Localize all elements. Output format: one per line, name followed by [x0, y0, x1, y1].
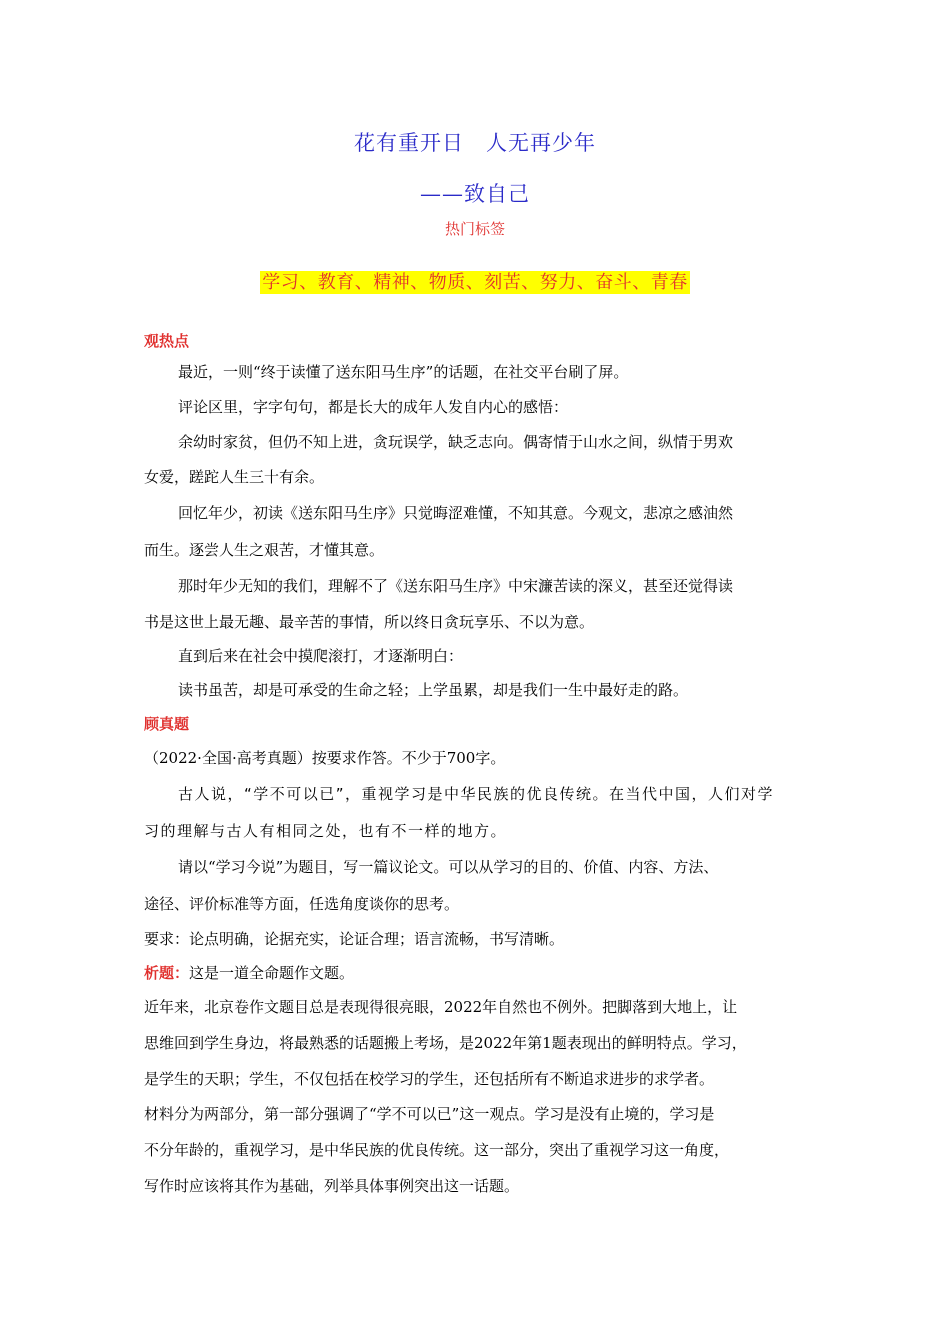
- paragraph-line: 最近，一则“终于读懂了送东阳马生序”的话题，在社交平台刷了屏。: [178, 363, 629, 381]
- document-subtitle: ——致自己: [420, 182, 530, 206]
- paragraph-line: 书是这世上最无趣、最辛苦的事情，所以终日贪玩享乐、不以为意。: [144, 613, 595, 631]
- exam-source: （2022·全国·高考真题）按要求作答。不少于700字。: [144, 749, 506, 767]
- paragraph-line: 余幼时家贫，但仍不知上进，贪玩误学，缺乏志向。偶寄情于山水之间，纵情于男欢: [178, 433, 734, 451]
- analysis-line: 写作时应该将其作为基础，列举具体事例突出这一话题。: [144, 1177, 520, 1195]
- tags-highlight: 学习、教育、精神、物质、刻苦、努力、奋斗、青春: [262, 272, 688, 293]
- analysis-line: 不分年龄的，重视学习，是中华民族的优良传统。这一部分，突出了重视学习这一角度，: [144, 1141, 730, 1159]
- exam-prompt-line: 途径、评价标准等方面，任选角度谈你的思考。: [144, 895, 460, 913]
- analysis-intro: 这是一道全命题作文题。: [189, 964, 355, 982]
- analysis-line: 是学生的天职；学生，不仅包括在校学习的学生，还包括所有不断追求进步的求学者。: [144, 1070, 715, 1088]
- exam-requirement: 要求：论点明确，论据充实，论证合理；语言流畅，书写清晰。: [144, 930, 565, 948]
- paragraph-line: 那时年少无知的我们，理解不了《送东阳马生序》中宋濂苦读的深义，甚至还觉得读: [178, 577, 734, 595]
- tags-row: [0, 268, 950, 294]
- tag-label: 热门标签: [444, 220, 505, 238]
- section-heading-viewpoint: 观热点: [144, 332, 190, 350]
- paragraph-line: 评论区里，字字句句，都是长大的成年人发自内心的感悟：: [178, 398, 569, 416]
- analysis-line: 近年来，北京卷作文题目总是表现得很亮眼，2022年自然也不例外。把脚落到大地上，让: [144, 998, 738, 1016]
- analysis-label: 析题：: [144, 964, 190, 982]
- paragraph-line: 读书虽苦，却是可承受的生命之轻；上学虽累，却是我们一生中最好走的路。: [178, 681, 689, 699]
- analysis-intro-line: [144, 962, 354, 983]
- paragraph-line: 回忆年少，初读《送东阳马生序》只觉晦涩难懂，不知其意。今观文，悲凉之感油然: [178, 504, 734, 522]
- exam-material-line: 古人说，“学不可以已”，重视学习是中华民族的优良传统。在当代中国，人们对学: [178, 785, 775, 803]
- paragraph-line: 女爱，蹉跎人生三十有余。: [144, 468, 325, 486]
- paragraph-line: 而生。逐尝人生之艰苦，才懂其意。: [144, 541, 385, 559]
- document-title: 花有重开日 人无再少年: [354, 131, 596, 155]
- section-heading-exam: 顾真题: [144, 715, 190, 733]
- analysis-line: 思维回到学生身边，将最熟悉的话题搬上考场，是2022年第1题表现出的鲜明特点。学习，: [144, 1034, 747, 1052]
- exam-material-line: 习的理解与古人有相同之处，也有不一样的地方。: [144, 822, 508, 840]
- analysis-line: 材料分为两部分，第一部分强调了“学不可以已”这一观点。学习是没有止境的，学习是: [144, 1105, 715, 1123]
- paragraph-line: 直到后来在社会中摸爬滚打，才逐渐明白：: [178, 647, 464, 665]
- exam-prompt-line: 请以“学习今说”为题目，写一篇议论文。可以从学习的目的、价值、内容、方法、: [178, 858, 719, 876]
